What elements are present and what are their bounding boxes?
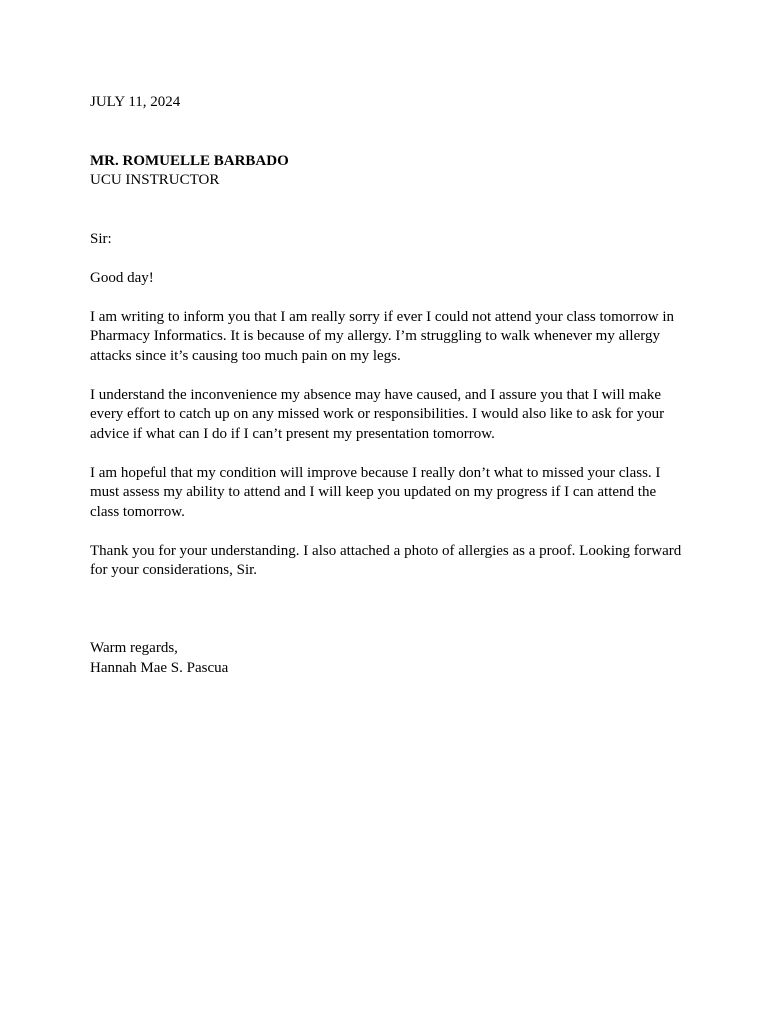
closing: Warm regards, bbox=[90, 640, 178, 656]
paragraph: I am hopeful that my condition will improve because I really don’t what to missed your class. I must assess my ability to attend and I will keep you updated on my progress if I can attend the class tomorrow. bbox=[90, 464, 661, 520]
letter-date: JULY 11, 2024 bbox=[90, 94, 181, 110]
recipient-title: UCU INSTRUCTOR bbox=[90, 172, 220, 188]
paragraph: I understand the inconvenience my absence may have caused, and I assure you that I will make every effort to catch up on any missed work or responsibilities. I would also like to ask for your advice if what can I do if I can’t present my presentation tomorrow. bbox=[90, 386, 665, 442]
letter-body bbox=[90, 93, 685, 678]
paragraph: I am writing to inform you that I am really sorry if ever I could not attend your class tomorrow in Pharmacy Informatics. It is because of my allergy. I’m struggling to walk whenever my allergy attacks since it’s causing too much pain on my legs. bbox=[90, 308, 675, 364]
salutation: Sir: bbox=[90, 230, 112, 247]
signature-name: Hannah Mae S. Pascua bbox=[90, 659, 229, 676]
greeting: Good day! bbox=[90, 269, 154, 286]
recipient-name: MR. ROMUELLE BARBADO bbox=[90, 152, 289, 169]
paragraph: Thank you for your understanding. I also attached a photo of allergies as a proof. Looking forward for your considerations, Sir. bbox=[90, 542, 682, 578]
